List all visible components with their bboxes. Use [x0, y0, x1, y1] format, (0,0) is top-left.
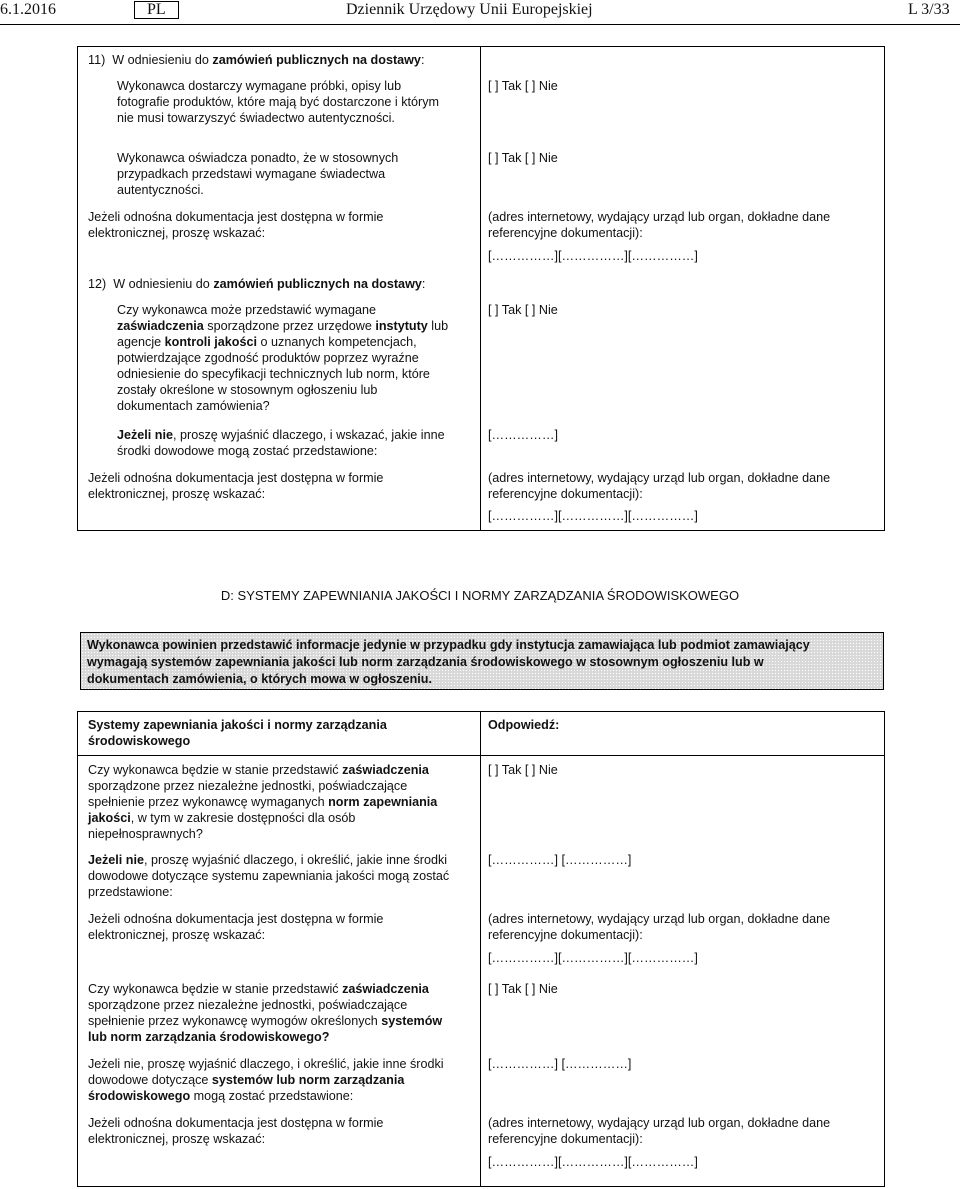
column-divider [480, 712, 481, 1186]
q12-line-2: zaświadczenia sporządzone przez urzędowe instytuty lub [117, 319, 449, 333]
q12-line-6: zostały określone w stosownym ogłoszeniu lub [117, 383, 378, 397]
qq2-if-no-answer-field[interactable]: [……………] [……………] [488, 1057, 632, 1071]
q12-line-7: dokumentach zamówienia? [117, 399, 270, 413]
qq2-answer[interactable]: [ ] Tak [ ] Nie [488, 982, 558, 996]
qq2-if-no-line-3: środowiskowego mogą zostać przedstawione: [88, 1089, 354, 1103]
q11-heading: 11) W odniesieniu do zamówień publicznych na dostawy: [88, 53, 425, 67]
qq1-line-3: spełnienie przez wykonawcę wymaganych norm zapewniania [88, 795, 438, 809]
q11-a-line-1: Wykonawca dostarczy wymagane próbki, opisy lub [117, 79, 402, 93]
note-line-1: Wykonawca powinien przedstawić informacje jedynie w przypadku gdy instytucja zamawiająca lub podmiot zamawiający [87, 638, 810, 652]
q11-doc-line-2: elektronicznej, proszę wskazać: [88, 226, 266, 240]
qq2-line-4: lub norm zarządzania środowiskowego? [88, 1030, 330, 1044]
qq1-answer[interactable]: [ ] Tak [ ] Nie [488, 763, 558, 777]
qq2-line-1: Czy wykonawca będzie w stanie przedstawić zaświadczenia [88, 982, 429, 996]
qq1-if-no-answer-field[interactable]: [……………] [……………] [488, 853, 632, 867]
qq1-if-no-line-2: dowodowe dotyczące systemu zapewniania jakości mogą zostać [88, 869, 450, 883]
q12-if-no-line-2: środki dowodowe mogą zostać przedstawione: [117, 444, 378, 458]
table2-header-line-1: Systemy zapewniania jakości i normy zarządzania [88, 718, 387, 732]
qq2-doc-answer-line-1: (adres internetowy, wydający urząd lub organ, dokładne dane [488, 1116, 831, 1130]
column-divider [480, 47, 481, 530]
q12-doc-answer-line-2: referencyjne dokumentacji): [488, 487, 643, 501]
section-d-title: D: SYSTEMY ZAPEWNIANIA JAKOŚCI I NORMY ZARZĄDZANIA ŚRODOWISKOWEGO [220, 588, 740, 603]
q11-doc-line-1: Jeżeli odnośna dokumentacja jest dostępna w formie [88, 210, 384, 224]
qq2-if-no-line-1: Jeżeli nie, proszę wyjaśnić dlaczego, i określić, jakie inne środki [88, 1057, 444, 1071]
qq2-doc-line-2: elektronicznej, proszę wskazać: [88, 1132, 266, 1146]
section-d-note [80, 632, 884, 690]
qq1-doc-answer-line-2: referencyjne dokumentacji): [488, 928, 643, 942]
qq1-line-5: niepełnosprawnych? [88, 827, 203, 841]
qq1-if-no-line-3: przedstawione: [88, 885, 173, 899]
qq1-line-4: jakości, w tym w zakresie dostępności dla osób [88, 811, 356, 825]
qq1-line-2: sporządzone przez niezależne jednostki, poświadczające [88, 779, 408, 793]
q11-b-line-3: autentyczności. [117, 183, 204, 197]
qq2-if-no-line-2: dowodowe dotyczące systemów lub norm zarządzania [88, 1073, 405, 1087]
q11-a-answer[interactable]: [ ] Tak [ ] Nie [488, 79, 558, 93]
note-line-3: dokumentach zamówienia, o których mowa w ogłoszeniu. [87, 672, 432, 686]
q12-line-1: Czy wykonawca może przedstawić wymagane [117, 303, 376, 317]
q12-doc-reference-field[interactable]: [……………][……………][……………] [488, 509, 698, 523]
note-line-2: wymagają systemów zapewniania jakości lub norm zarządzania środowiskowego w stosownym ogłoszeniu lub w [87, 655, 764, 669]
page-header [0, 0, 960, 25]
qq1-doc-line-1: Jeżeli odnośna dokumentacja jest dostępna w formie [88, 912, 384, 926]
table2-header-line-2: środowiskowego [88, 734, 191, 748]
q12-line-5: odniesienie do specyfikacji technicznych lub norm, które [117, 367, 430, 381]
q12-doc-line-1: Jeżeli odnośna dokumentacja jest dostępna w formie [88, 471, 384, 485]
q12-heading: 12) W odniesieniu do zamówień publicznych na dostawy: [88, 277, 426, 291]
q12-doc-answer-line-1: (adres internetowy, wydający urząd lub organ, dokładne dane [488, 471, 831, 485]
qq2-doc-reference-field[interactable]: [……………][……………][……………] [488, 1155, 698, 1169]
qq2-doc-answer-line-2: referencyjne dokumentacji): [488, 1132, 643, 1146]
q12-line-3: agencje kontroli jakości o uznanych kompetencjach, [117, 335, 417, 349]
header-date: 6.1.2016 [0, 1, 56, 18]
q11-a-line-2: fotografie produktów, które mają być dostarczone i którym [117, 95, 439, 109]
q12-if-no-line-1: Jeżeli nie, proszę wyjaśnić dlaczego, i wskazać, jakie inne [117, 428, 445, 442]
q11-doc-reference-field[interactable]: [……………][……………][……………] [488, 249, 698, 263]
header-page-number: L 3/33 [908, 1, 950, 18]
qq1-doc-answer-line-1: (adres internetowy, wydający urząd lub organ, dokładne dane [488, 912, 831, 926]
header-row-divider [78, 755, 884, 756]
table2-answer-header: Odpowiedź: [488, 718, 560, 732]
q12-if-no-answer-field[interactable]: [……………] [488, 428, 558, 442]
header-journal-title: Dziennik Urzędowy Unii Europejskiej [346, 1, 593, 18]
header-language-badge: PL [134, 1, 179, 19]
qq1-line-1: Czy wykonawca będzie w stanie przedstawić zaświadczenia [88, 763, 429, 777]
qq2-line-2: sporządzone przez niezależne jednostki, poświadczające [88, 998, 408, 1012]
qq1-if-no-line-1: Jeżeli nie, proszę wyjaśnić dlaczego, i określić, jakie inne środki [88, 853, 448, 867]
q11-b-answer[interactable]: [ ] Tak [ ] Nie [488, 151, 558, 165]
q12-line-4: potwierdzające zgodność produktów poprzez wyraźne [117, 351, 419, 365]
q11-b-line-2: przypadkach przedstawi wymagane świadectwa [117, 167, 386, 181]
q12-doc-line-2: elektronicznej, proszę wskazać: [88, 487, 266, 501]
q11-doc-answer-line-1: (adres internetowy, wydający urząd lub organ, dokładne dane [488, 210, 831, 224]
qq1-doc-reference-field[interactable]: [……………][……………][……………] [488, 951, 698, 965]
q11-b-line-1: Wykonawca oświadcza ponadto, że w stosownych [117, 151, 399, 165]
q12-answer[interactable]: [ ] Tak [ ] Nie [488, 303, 558, 317]
q11-doc-answer-line-2: referencyjne dokumentacji): [488, 226, 643, 240]
q11-a-line-3: nie musi towarzyszyć świadectwo autentyczności. [117, 111, 395, 125]
qq1-doc-line-2: elektronicznej, proszę wskazać: [88, 928, 266, 942]
qq2-doc-line-1: Jeżeli odnośna dokumentacja jest dostępna w formie [88, 1116, 384, 1130]
qq2-line-3: spełnienie przez wykonawcę wymogów określonych systemów [88, 1014, 443, 1028]
